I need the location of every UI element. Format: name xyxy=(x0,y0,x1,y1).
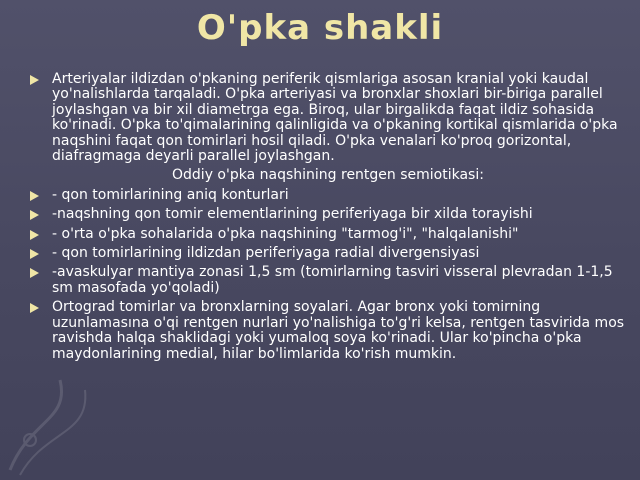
section-subheading: Oddiy o'pka naqshining rentgen semiotikasi: xyxy=(172,167,484,184)
arrow-bullet-icon xyxy=(30,268,39,278)
paragraph-orthograde: Ortograd tomirlar va bronxlarning soyalari. Agar bronx yoki tomirning uzunlamasına o'qi rentgen nurlari yo'nalishiga to'g'ri kelsa, rentgen tasvirida mos ravishda halqa shaklidagi yoki yumaloq soya ko'rinadi. Ular ko'pincha o'pka maydonlarining medial, hilar bo'limlarida ko'rish mumkin. xyxy=(52,299,625,362)
arrow-bullet-icon xyxy=(30,75,39,85)
list-item xyxy=(30,72,626,164)
list-item xyxy=(30,227,626,242)
list-item xyxy=(30,246,626,261)
arrow-bullet-icon xyxy=(30,191,39,201)
feature-text: - qon tomirlarining ildizdan periferiyaga radial divergensiyasi xyxy=(52,245,480,262)
feature-text: -avaskulyar mantiya zonasi 1,5 sm (tomirlarning tasviri visseral plevradan 1-1,5 sm masofada yo'qoladi) xyxy=(52,264,613,296)
arrow-bullet-icon xyxy=(30,249,39,259)
arrow-bullet-icon xyxy=(30,230,39,240)
paragraph-arteries: Arteriyalar ildizdan o'pkaning periferik qismlariga asosan kranial yoki kaudal yo'nalishlarda tarqaladi. O'pka arteriyasi va bronxlar shoxlari bir-biriga parallel joylashgan va bir xil diametrga ega. Biroq, ular birgalikda faqat ildiz sohasida ko'rinadi. O'pka to'qimalarining qalinligida va o'pkaning kortikal qismlarida o'pka naqshini faqat qon tomirlari hosil qiladi. O'pka venalari ko'proq gorizontal, diafragmaga deyarli parallel joylashgan. xyxy=(52,71,618,165)
list-item xyxy=(30,300,626,362)
decorative-swirl-graphic xyxy=(0,360,120,480)
feature-text: - qon tomirlarining aniq konturlari xyxy=(52,186,289,203)
list-item xyxy=(30,265,626,296)
slide-title: O'pka shakli xyxy=(196,8,444,48)
feature-text: - o'rta o'pka sohalarida o'pka naqshining "tarmog'i", "halqalanishi" xyxy=(52,225,519,242)
feature-text: -naqshning qon tomir elementlarining periferiyaga bir xilda torayishi xyxy=(52,206,533,223)
list-item xyxy=(30,188,626,203)
arrow-bullet-icon xyxy=(30,303,39,313)
arrow-bullet-icon xyxy=(30,210,39,220)
slide-content-list xyxy=(30,72,626,366)
list-item xyxy=(30,207,626,222)
